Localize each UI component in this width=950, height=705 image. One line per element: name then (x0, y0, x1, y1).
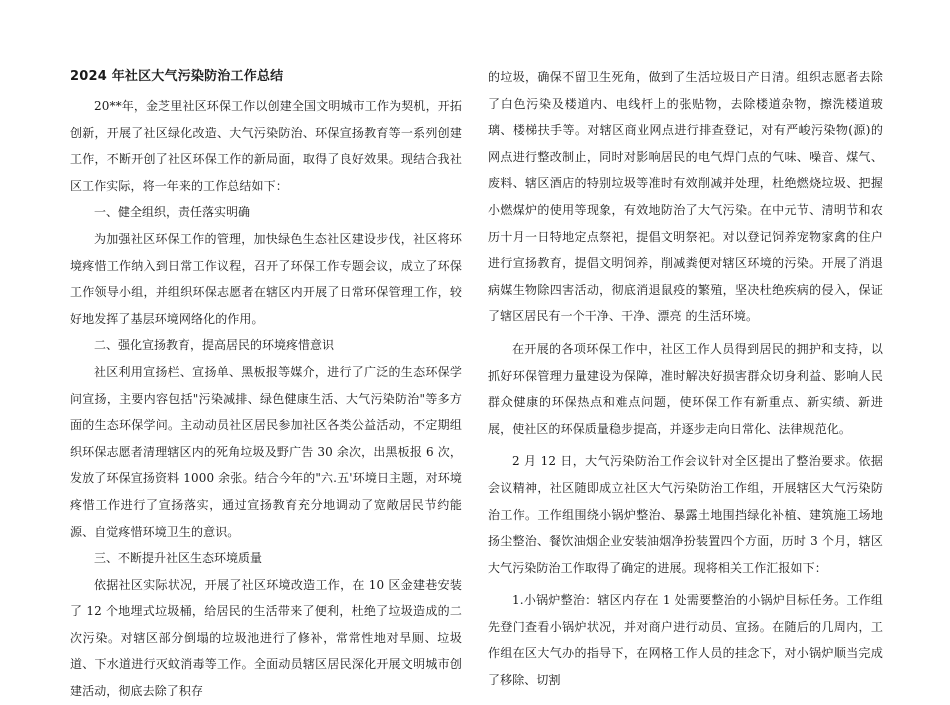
section-3-paragraph: 依据社区实际状况，开展了社区环境改造工作，在 10 区金建巷安装了 12 个地埋式垃圾桶，给居民的生活带来了便利，杜绝了垃圾造成的二次污染。对辖区部分倒塌的垃圾池进行了修补，常常性地对旱厕、垃圾道、下水道进行灭蚊消毒等工作。全面动员辖区居民深化开展文明城市创建活动，彻底去除了积存 (70, 577, 462, 699)
summary-paragraph: 在开展的各项环保工作中，社区工作人员得到居民的拥护和支持，以抓好环保管理力量建设为保障，准时解决好损害群众切身利益、影响人民群众健康的环保热点和难点问题，使环保工作有新重点、新实绩、新进展，使社区的环保质量稳步提高，并逐步走向日常化、法律规范化。 (488, 341, 883, 436)
boiler-paragraph: 1.小锅炉整治：辖区内存在 1 处需要整治的小锅炉目标任务。工作组先登门查看小锅炉状况，并对商户进行动员、宣扬。在随后的几周内，工作组在区大气办的指导下，在网格工作人员的挂念下，对小锅炉顺当完成了移除、切割 (488, 593, 883, 688)
intro-paragraph: 20**年，金芝里社区环保工作以创建全国文明城市工作为契机，开拓创新，开展了社区绿化改造、大气污染防治、环保宣扬教育等一系列创建工作，不断开创了社区环保工作的新局面，取得了良好效果。现结合我社区工作实际，将一年来的工作总结如下： (70, 99, 462, 193)
meeting-paragraph: 2 月 12 日，大气污染防治工作会议针对全区提出了整治要求。依据会议精神，社区随即成立社区大气污染防治工作组，开展辖区大气污染防治工作。工作组围绕小锅炉整治、暴露土地围挡绿化补植、建筑施工场地扬尘整治、餐饮油烟企业安装油烟净扮装置四个方面，历时 3 个月，辖区大气污染防治工作取得了确定的进展。现将相关工作汇报如下： (488, 454, 883, 575)
section-heading-2: 二、强化宣扬教育，提高居民的环境疼惜意识 (94, 338, 335, 353)
section-heading-3: 三、不断提升社区生态环境质量 (94, 551, 263, 566)
section-2-paragraph: 社区利用宣扬栏、宣扬单、黑板报等媒介，进行了广泛的生态环保学问宣扬，主要内容包括"污染减排、绿色健康生活、大气污染防治"等多方面的生态环保学问。主动动员社区居民参加社区各类公益活动，不定期组织环保志愿者清理辖区内的死角垃圾及野广告 30 余次，出黑板报 6 次，发放了环保宣扬资料 1000 余张。结合今年的"六.五'环境日主题，对环境疼惜工作进行了宣扬落实，通过宣扬教育充分地调动了宽敞居民节约能源、自觉疼惜环境卫生的意识。 (70, 364, 462, 539)
section-1-paragraph: 为加强社区环保工作的管理，加快绿色生态社区建设步伐，社区将环境疼惜工作纳入到日常工作议程，召开了环保工作专题会议，成立了环保工作领导小组，并组织环保志愿者在辖区内开展了日常环保管理工作，较好地发挥了基层环境网络化的作用。 (70, 231, 462, 326)
left-column (70, 64, 462, 705)
section-heading-1: 一、健全组织，责任落实明确 (94, 205, 251, 220)
document-title: 2024 年社区大气污染防治工作总结 (70, 69, 284, 84)
right-column (488, 64, 883, 694)
section-3-continued-paragraph: 的垃圾，确保不留卫生死角，做到了生活垃圾日产日清。组织志愿者去除了白色污染及楼道内、电线杆上的张贴物，去除楼道杂物，擦洗楼道玻璃、楼梯扶手等。对辖区商业网点进行排查登记，对有严峻污染物(源)的网点进行整改制止，同时对影响居民的电气焊门点的气味、噪音、煤气、废料、辖区酒店的特别垃圾等准时有效削减并处理，杜绝燃烧垃圾、把握小燃煤炉的使用等现象，有效地防治了大气污染。在中元节、清明节和农历十月一日特地定点祭祀，提倡文明祭祀。对以登记饲养宠物家禽的住户进行宣扬教育，提倡文明饲养，削减粪便对辖区环境的污染。开展了消退病媒生物除四害活动，彻底消退鼠疫的繁殖，坚决杜绝疾病的侵入，保证了辖区居民有一个干净、干净、漂亮 的生活环境。 (488, 70, 883, 324)
